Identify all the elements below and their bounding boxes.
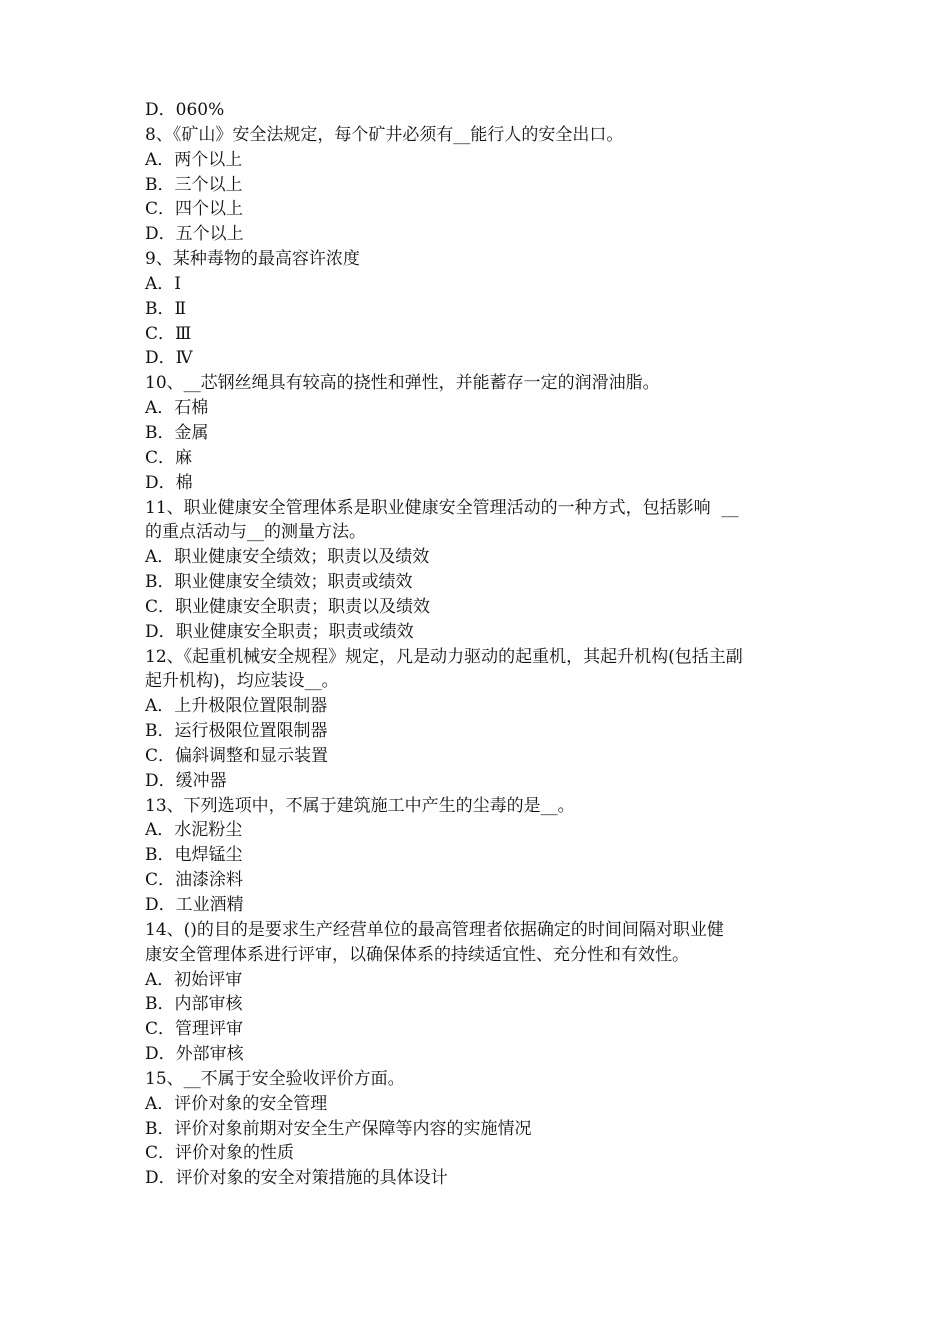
option-d-line: D．外部审核 bbox=[145, 1044, 244, 1065]
option-c-line: C．偏斜调整和显示装置 bbox=[145, 745, 329, 766]
question-11-continued: 的重点活动与__的测量方法。 bbox=[145, 522, 366, 543]
question-10: 10、__芯钢丝绳具有较高的挠性和弹性，并能蓄存一定的润滑油脂。 bbox=[145, 373, 660, 394]
option-b-line: B．Ⅱ bbox=[145, 298, 187, 319]
question-14: 14、()的目的是要求生产经营单位的最高管理者依据确定的时间间隔对职业健 bbox=[145, 919, 724, 940]
option-c-line: C．Ⅲ bbox=[145, 323, 192, 344]
option-d-line: D．缓冲器 bbox=[145, 770, 227, 791]
question-12-continued: 起升机构)，均应装设__。 bbox=[145, 671, 339, 692]
option-d-line: D．职业健康安全职责；职责或绩效 bbox=[145, 621, 414, 642]
option-c-line: C．评价对象的性质 bbox=[145, 1143, 295, 1164]
option-c-line: C．麻 bbox=[145, 447, 193, 468]
option-d-line: D．五个以上 bbox=[145, 224, 244, 245]
option-d-line: D．060% bbox=[145, 100, 225, 120]
option-b-line: B．运行极限位置限制器 bbox=[145, 721, 328, 742]
question-13: 13、下列选项中，不属于建筑施工中产生的尘毒的是__。 bbox=[145, 795, 575, 816]
option-b-line: B．职业健康安全绩效；职责或绩效 bbox=[145, 572, 413, 593]
option-a-line: A．两个以上 bbox=[145, 149, 243, 170]
option-b-line: B．三个以上 bbox=[145, 174, 243, 195]
option-d-line: D．工业酒精 bbox=[145, 895, 244, 915]
option-b-line: B．内部审核 bbox=[145, 994, 243, 1015]
option-c-line: C．油漆涂料 bbox=[145, 870, 244, 891]
option-c-line: C．四个以上 bbox=[145, 199, 244, 220]
question-12: 12、《起重机械安全规程》规定，凡是动力驱动的起重机，其起升机构(包括主副 bbox=[145, 646, 743, 667]
option-a-line: A．上升极限位置限制器 bbox=[145, 696, 328, 717]
option-a-line: A．石棉 bbox=[145, 398, 209, 419]
option-a-line: A．Ⅰ bbox=[145, 273, 181, 294]
option-c-line: C．管理评审 bbox=[145, 1019, 244, 1040]
option-c-line: C．职业健康安全职责；职责以及绩效 bbox=[145, 596, 431, 617]
option-b-line: B．评价对象前期对安全生产保障等内容的实施情况 bbox=[145, 1118, 532, 1139]
question-15: 15、__不属于安全验收评价方面。 bbox=[145, 1068, 405, 1089]
question-9: 9、某种毒物的最高容许浓度 bbox=[145, 249, 360, 270]
option-d-line: D．评价对象的安全对策措施的具体设计 bbox=[145, 1168, 448, 1189]
question-14-continued: 康安全管理体系进行评审，以确保体系的持续适宜性、充分性和有效性。 bbox=[145, 944, 689, 965]
option-a-line: A．评价对象的安全管理 bbox=[145, 1093, 328, 1114]
option-d-line: D．Ⅳ bbox=[145, 348, 193, 369]
option-a-line: A．水泥粉尘 bbox=[145, 820, 243, 841]
question-11: 11、职业健康安全管理体系是职业健康安全管理活动的一种方式，包括影响 __ bbox=[145, 497, 739, 518]
option-d-line: D．棉 bbox=[145, 472, 193, 493]
option-b-line: B．金属 bbox=[145, 422, 209, 443]
option-b-line: B．电焊锰尘 bbox=[145, 845, 243, 866]
question-8: 8、《矿山》安全法规定，每个矿井必须有__能行人的安全出口。 bbox=[145, 124, 624, 145]
option-a-line: A．初始评审 bbox=[145, 969, 243, 990]
option-a-line: A．职业健康安全绩效；职责以及绩效 bbox=[145, 547, 430, 568]
document-body bbox=[145, 98, 813, 1191]
